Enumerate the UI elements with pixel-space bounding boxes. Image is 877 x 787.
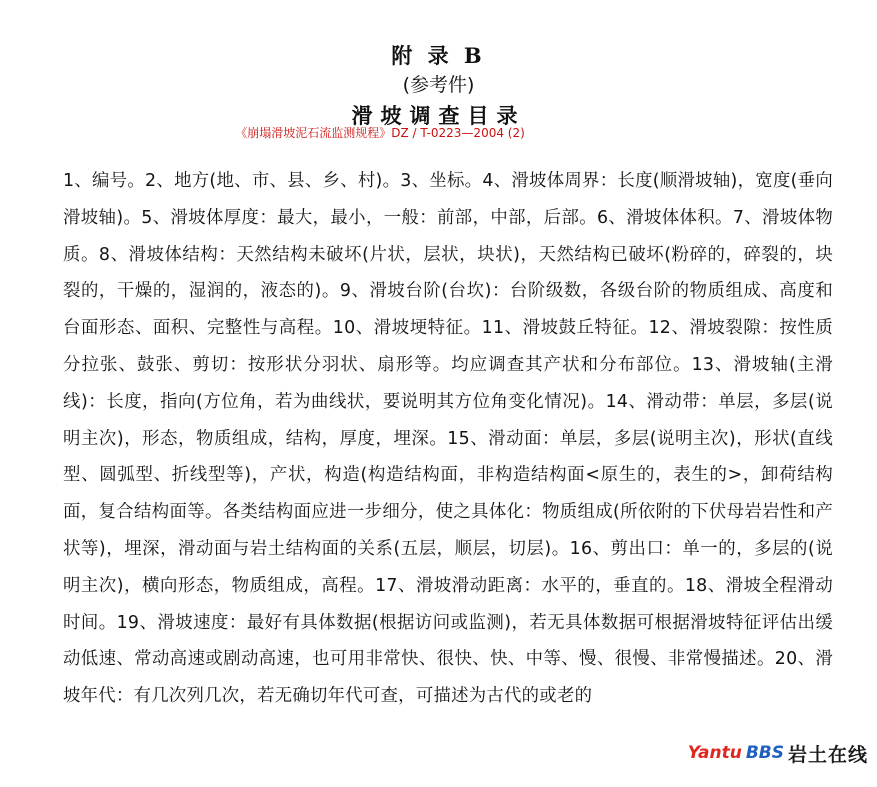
site-watermark: [685, 738, 871, 768]
appendix-heading: 附 录 B: [391, 43, 486, 68]
watermark-bbs: BBS: [745, 743, 784, 763]
page-title: 滑坡调查目录: [351, 104, 526, 128]
watermark-site-name: 岩土在线: [787, 743, 868, 766]
source-standard-link[interactable]: 《崩塌滑坡泥石流监测规程》DZ / T-0223—2004 (2): [235, 126, 525, 140]
survey-catalog-text: 1、编号。2、地方(地、市、县、乡、村)。3、坐标。4、滑坡体周界：长度(顺滑坡轴)，宽度(垂向滑坡轴)。5、滑坡体厚度：最大，最小，一般：前部，中部，后部。6、滑坡体体积。7、滑坡体物质。8、滑坡体结构：天然结构未破坏(片状，层状，块状)，天然结构已破坏(粉碎的，碎裂的，块裂的，干燥的，湿润的，液态的)。9、滑坡台阶(台坎)：台阶级数，各级台阶的物质组成、高度和台面形态、面积、完整性与高程。10、滑坡埂特征。11、滑坡鼓丘特征。12、滑坡裂隙：按性质分拉张、鼓张、剪切：按形状分羽状、扇形等。均应调查其产状和分布部位。13、滑坡轴(主滑线)：长度，指向(方位角，若为曲线状，要说明其方位角变化情况)。14、滑动带：单层，多层(说明主次)，形态，物质组成，结构，厚度，埋深。15、滑动面：单层，多层(说明主次)，形状(直线型、圆弧型、折线型等)，产状，构造(构造结构面，非构造结构面<原生的，表生的>，卸荷结构面，复合结构面等。各类结构面应进一步细分，使之具体化：物质组成(所依附的下伏母岩岩性和产状等)，埋深，滑动面与岩土结构面的关系(五层，顺层，切层)。16、剪出口：单一的，多层的(说明主次)，横向形态，物质组成，高程。17、滑坡滑动距离：水平的，垂直的。18、滑坡全程滑动时间。19、滑坡速度：最好有具体数据(根据访问或监测)，若无具体数据可根据滑坡特征评估出缓动低速、常动高速或剧动高速，也可用非常快、很快、快、中等、慢、很慢、非常慢描述。20、滑坡年代：有几次列几次，若无确切年代可查，可描述为古代的或老的: [63, 171, 833, 707]
reference-note: (参考件): [402, 74, 475, 96]
watermark-yantu: Yantu: [687, 743, 742, 763]
